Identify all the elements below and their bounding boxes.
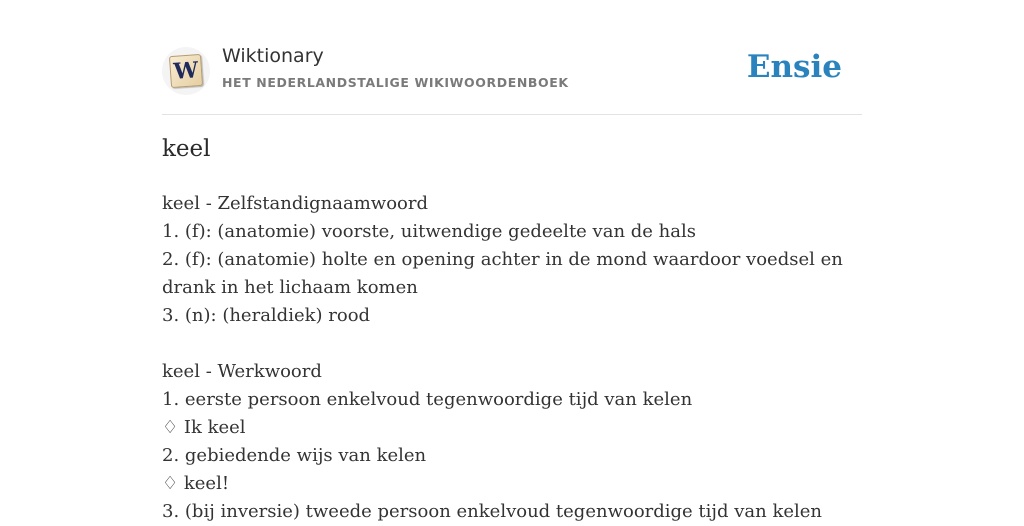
verb-example: ♢ keel!	[162, 473, 230, 494]
page	[162, 0, 862, 522]
noun-heading: keel - Zelfstandignaamwoord	[162, 193, 429, 214]
site-title[interactable]: Wiktionary	[222, 45, 324, 67]
verb-heading: keel - Werkwoord	[162, 361, 322, 382]
noun-sense: 1. (f): (anatomie) voorste, uitwendige gedeelte van de hals	[162, 221, 696, 242]
site-subtitle: HET NEDERLANDSTALIGE WIKIWOORDENBOEK	[222, 75, 569, 90]
page-title: keel	[162, 136, 211, 162]
wiktionary-logo[interactable]	[162, 47, 210, 95]
verb-example: ♢ Ik keel	[162, 417, 246, 438]
definition-content	[162, 190, 862, 526]
section-spacer	[162, 330, 862, 358]
verb-sense: 1. eerste persoon enkelvoud tegenwoordige tijd van kelen	[162, 389, 693, 410]
noun-sense: 3. (n): (heraldiek) rood	[162, 305, 371, 326]
wiktionary-logo-icon: W	[169, 54, 203, 88]
site-header	[162, 0, 862, 115]
ensie-brand-link[interactable]: Ensie	[746, 49, 842, 85]
verb-sense: 3. (bij inversie) tweede persoon enkelvoud tegenwoordige tijd van kelen	[162, 501, 823, 522]
verb-sense: 2. gebiedende wijs van kelen	[162, 445, 427, 466]
noun-sense: 2. (f): (anatomie) holte en opening achter in de mond waardoor voedsel en drank in het lichaam komen	[162, 249, 843, 298]
